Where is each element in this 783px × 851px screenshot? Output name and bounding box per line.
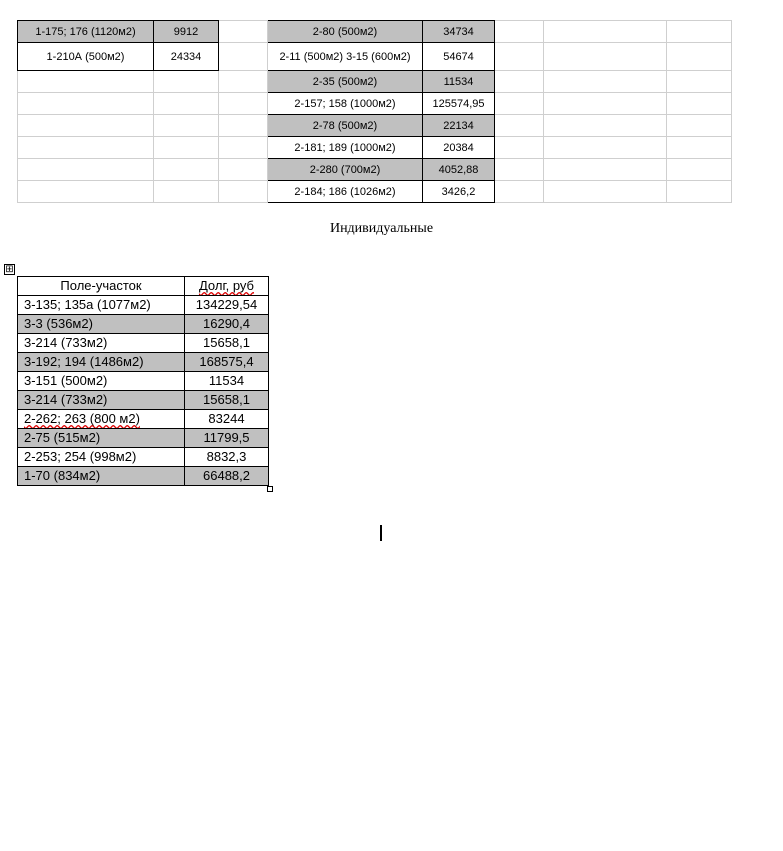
table-row — [18, 410, 269, 429]
table-row — [18, 137, 732, 159]
plot-cell[interactable]: 2-253; 254 (998м2) — [18, 448, 185, 467]
table-row — [18, 93, 732, 115]
plot-cell[interactable]: 3-135; 135а (1077м2) — [18, 296, 185, 315]
individual-debt-table — [17, 276, 269, 486]
table-cell[interactable]: 3426,2 — [423, 181, 495, 203]
table-header-row — [18, 277, 269, 296]
table-row — [18, 181, 732, 203]
table-cell[interactable] — [544, 93, 667, 115]
table-cell[interactable]: 20384 — [423, 137, 495, 159]
table-cell[interactable] — [154, 159, 219, 181]
table-cell[interactable] — [495, 181, 544, 203]
debt-cell[interactable]: 16290,4 — [185, 315, 269, 334]
debt-cell[interactable]: 168575,4 — [185, 353, 269, 372]
table-cell[interactable]: 54674 — [423, 43, 495, 71]
table-cell[interactable] — [667, 71, 732, 93]
debt-cell[interactable]: 8832,3 — [185, 448, 269, 467]
table-row — [18, 315, 269, 334]
table-cell[interactable] — [544, 159, 667, 181]
table-cell[interactable]: 24334 — [154, 43, 219, 71]
table-row — [18, 467, 269, 486]
table-cell[interactable] — [495, 137, 544, 159]
table-cell[interactable] — [219, 159, 268, 181]
table-cell[interactable] — [544, 181, 667, 203]
table-row — [18, 334, 269, 353]
table-cell[interactable] — [667, 93, 732, 115]
table-cell[interactable]: 2-157; 158 (1000м2) — [268, 93, 423, 115]
table-cell[interactable] — [219, 181, 268, 203]
table-row — [18, 71, 732, 93]
table-cell[interactable] — [495, 115, 544, 137]
table-cell[interactable] — [667, 115, 732, 137]
table-cell[interactable] — [544, 137, 667, 159]
table-cell[interactable] — [544, 71, 667, 93]
table-cell[interactable] — [667, 181, 732, 203]
table-row — [18, 448, 269, 467]
text-cursor — [380, 525, 382, 541]
table-row — [18, 159, 732, 181]
table-cell[interactable] — [18, 71, 154, 93]
table-cell[interactable] — [18, 159, 154, 181]
table-cell[interactable] — [667, 43, 732, 71]
table-resize-handle[interactable] — [267, 486, 273, 492]
debt-cell[interactable]: 66488,2 — [185, 467, 269, 486]
table-row — [18, 391, 269, 410]
table-cell[interactable] — [18, 181, 154, 203]
debt-cell[interactable]: 11799,5 — [185, 429, 269, 448]
table-cell[interactable] — [219, 137, 268, 159]
table-cell[interactable]: 4052,88 — [423, 159, 495, 181]
table-row — [18, 353, 269, 372]
table-cell[interactable] — [667, 159, 732, 181]
table-cell[interactable] — [219, 43, 268, 71]
table-cell[interactable]: 2-35 (500м2) — [268, 71, 423, 93]
table-cell[interactable] — [495, 93, 544, 115]
table-cell[interactable]: 1-210А (500м2) — [18, 43, 154, 71]
table-cell[interactable] — [495, 159, 544, 181]
plot-cell[interactable]: 1-70 (834м2) — [18, 467, 185, 486]
table-cell[interactable]: 2-80 (500м2) — [268, 21, 423, 43]
table-row — [18, 43, 732, 71]
top-table — [17, 20, 732, 203]
plot-cell[interactable]: 3-3 (536м2) — [18, 315, 185, 334]
plot-cell[interactable]: 3-151 (500м2) — [18, 372, 185, 391]
table-cell[interactable] — [18, 115, 154, 137]
table-cell[interactable] — [544, 21, 667, 43]
column-header-plot[interactable]: Поле-участок — [18, 277, 185, 296]
table-cell[interactable] — [219, 21, 268, 43]
table-row — [18, 115, 732, 137]
table-cell[interactable]: 2-280 (700м2) — [268, 159, 423, 181]
table-cell[interactable]: 1-175; 176 (1120м2) — [18, 21, 154, 43]
table-cell[interactable]: 125574,95 — [423, 93, 495, 115]
table-move-icon[interactable]: ⊞ — [5, 264, 14, 275]
table-cell[interactable]: 2-11 (500м2) 3-15 (600м2) — [268, 43, 423, 71]
table-cell[interactable] — [667, 21, 732, 43]
table-cell[interactable]: 34734 — [423, 21, 495, 43]
table-cell[interactable]: 22134 — [423, 115, 495, 137]
column-header-debt[interactable] — [185, 277, 269, 296]
table-cell[interactable]: 11534 — [423, 71, 495, 93]
debt-cell[interactable]: 15658,1 — [185, 334, 269, 353]
table-cell[interactable] — [154, 115, 219, 137]
table-cell[interactable] — [154, 71, 219, 93]
table-cell[interactable] — [154, 181, 219, 203]
table-cell[interactable] — [495, 21, 544, 43]
table-row — [18, 429, 269, 448]
table-cell[interactable] — [544, 43, 667, 71]
plot-cell[interactable]: 3-214 (733м2) — [18, 334, 185, 353]
table-row — [18, 296, 269, 315]
table-cell[interactable] — [18, 93, 154, 115]
debt-cell[interactable]: 83244 — [185, 410, 269, 429]
table-cell[interactable] — [219, 93, 268, 115]
table-row — [18, 21, 732, 43]
plot-cell[interactable]: 3-192; 194 (1486м2) — [18, 353, 185, 372]
plot-cell[interactable]: 2-75 (515м2) — [18, 429, 185, 448]
table-cell[interactable] — [219, 71, 268, 93]
table-cell[interactable]: 2-181; 189 (1000м2) — [268, 137, 423, 159]
table-cell[interactable] — [154, 137, 219, 159]
table-cell[interactable] — [495, 43, 544, 71]
table-cell[interactable] — [495, 71, 544, 93]
table-cell[interactable]: 2-184; 186 (1026м2) — [268, 181, 423, 203]
plot-cell[interactable]: 3-214 (733м2) — [18, 391, 185, 410]
table-cell[interactable] — [18, 137, 154, 159]
debt-cell[interactable]: 15658,1 — [185, 391, 269, 410]
table-cell[interactable] — [667, 137, 732, 159]
table-cell[interactable]: 2-78 (500м2) — [268, 115, 423, 137]
section-heading: Индивидуальные — [329, 221, 434, 236]
table-cell[interactable] — [219, 115, 268, 137]
table-cell[interactable]: 9912 — [154, 21, 219, 43]
table-row — [18, 372, 269, 391]
debt-cell[interactable]: 11534 — [185, 372, 269, 391]
plot-cell[interactable] — [18, 410, 185, 429]
plot-label: 2-262; 263 (800 м2) — [24, 411, 140, 426]
table-cell[interactable] — [544, 115, 667, 137]
debt-cell[interactable]: 134229,54 — [185, 296, 269, 315]
table-cell[interactable] — [154, 93, 219, 115]
header-debt-label: Долг, руб — [198, 278, 255, 293]
